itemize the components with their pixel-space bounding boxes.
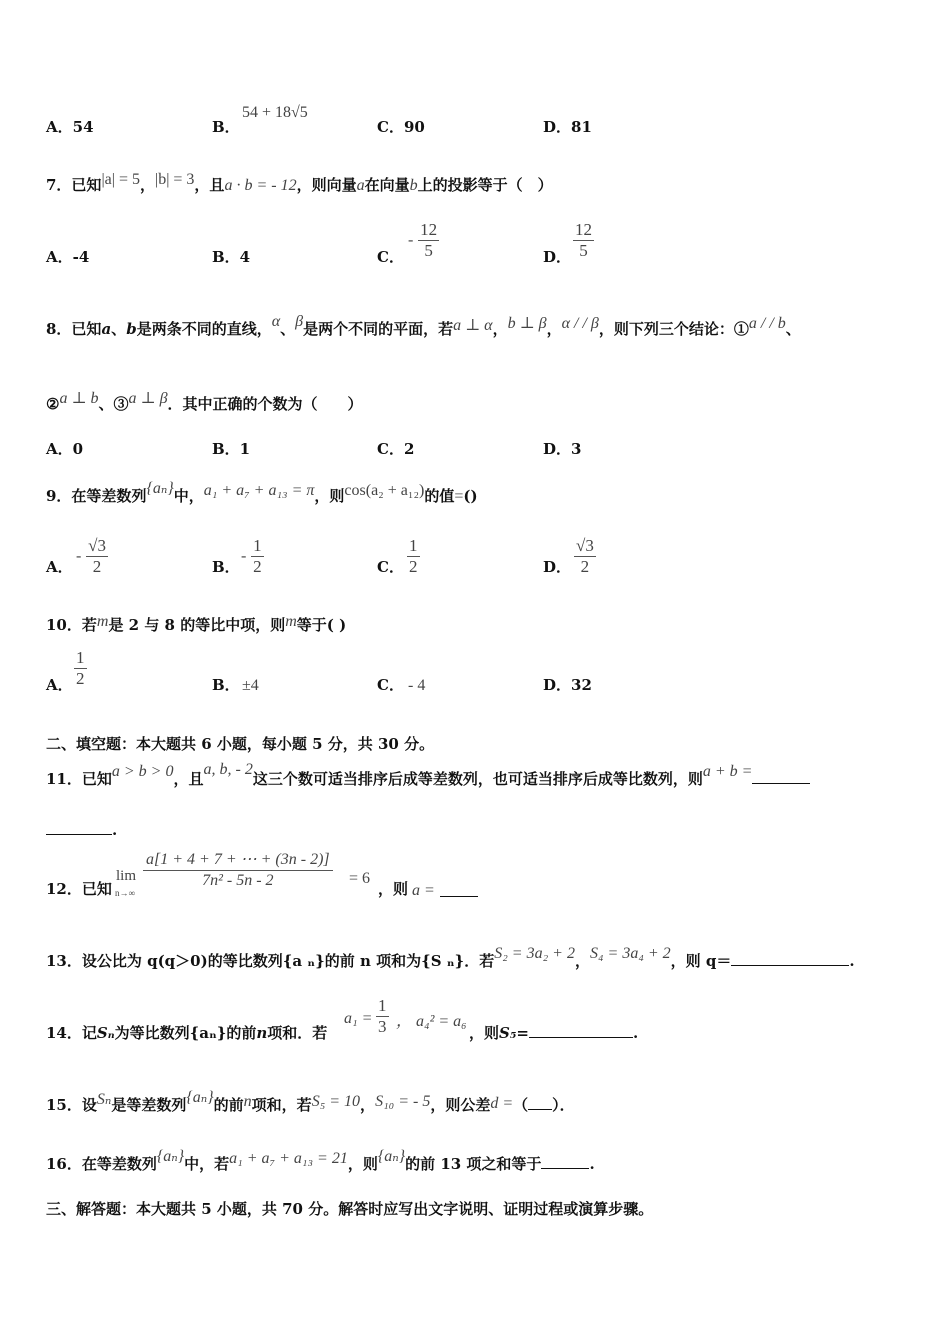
q9-option-c-value	[407, 536, 420, 577]
q8-line1	[46, 313, 801, 339]
q7-expr-dot: a · b = - 12	[224, 177, 297, 194]
q7-d-num: 12	[575, 220, 592, 239]
q11-text-b: ，且	[173, 770, 204, 788]
q15-sn: Sₙ	[96, 1091, 112, 1108]
q9-option-d: D．	[543, 558, 572, 576]
q8-expr1: a ⊥ α	[453, 317, 493, 334]
q7-expr-a: |a| = 5	[101, 171, 140, 188]
section-3-heading: 三、解答题：本大题共 5 小题，共 70 分。解答时应写出文字说明、证明过程或演算步骤。	[46, 1200, 654, 1218]
q10-option-c: C．	[377, 676, 404, 694]
q12-fraction-body	[143, 850, 333, 891]
q13-end: .	[849, 952, 855, 970]
q9-c-num: 1	[409, 536, 418, 555]
q9-a-fraction	[86, 536, 108, 577]
q11-answer-blank[interactable]	[752, 769, 810, 784]
q10-option-b: B．	[212, 676, 240, 694]
q15-n: n	[243, 1093, 252, 1110]
q12-expr-a: a =	[412, 882, 435, 899]
q14-end: .	[633, 1024, 639, 1042]
q12-then: ，则	[378, 880, 409, 898]
section-2-heading: 二、填空题：本大题共 6 小题，每小题 5 分，共 30 分。	[46, 735, 435, 753]
q6-option-c: C．90	[377, 118, 425, 136]
q11-expr1: a > b > 0	[111, 763, 174, 780]
q14-text-c: 项和．若	[267, 1024, 328, 1042]
q8-text-g: 、③	[98, 395, 129, 413]
q9-b-num: 1	[253, 536, 262, 555]
q13-text-a: 13．设公比为 q(q＞0)的等比数列{a ₙ}的前 n 项和为{S ₙ}．若	[46, 952, 495, 970]
q16-expr1: a₁ + a₇ + a₁₃ = 21	[229, 1150, 348, 1167]
q10-a-den: 2	[76, 669, 85, 688]
q8-option-a: A．0	[46, 440, 84, 458]
q15-seq: {aₙ}	[186, 1089, 214, 1106]
q7-c-sign: -	[408, 231, 414, 249]
q9-seq: {aₙ}	[146, 480, 174, 497]
q11-stem	[46, 761, 810, 789]
q10-option-b-value: ±4	[242, 677, 259, 694]
q16-answer-blank[interactable]	[541, 1154, 589, 1169]
q9-option-d-value	[574, 536, 596, 577]
q9-text-c: ，则	[314, 487, 345, 505]
q9-text-d: 的值	[424, 487, 455, 505]
q7-option-d: D．	[543, 248, 572, 266]
q9-cos: cos(a₂ + a₁₂)	[344, 482, 425, 499]
q9-stem	[46, 480, 478, 506]
q14-text-a: 14．记	[46, 1024, 97, 1042]
q10-text-c: 等于( )	[296, 616, 347, 634]
q9-text-b: 中，	[173, 487, 204, 505]
q15-text-c: 的前	[213, 1096, 244, 1114]
q11-expr3: a + b =	[702, 763, 753, 780]
q11-line2	[46, 820, 117, 839]
q6-option-b-label: B．	[212, 118, 240, 136]
q14-fraction	[376, 996, 389, 1037]
q8-var-b: b	[126, 320, 137, 338]
q16-seq2: {aₙ}	[377, 1148, 406, 1165]
q10-a-fraction	[74, 648, 87, 689]
q16-stem	[46, 1148, 595, 1174]
q8-text-h: ．其中正确的个数为（ ）	[167, 395, 363, 413]
q7-d-den: 5	[579, 241, 588, 260]
q13-text-b: ，则 q＝	[670, 952, 732, 970]
q8-expr5: a ⊥ b	[59, 390, 99, 407]
q7-c-num: 12	[420, 220, 438, 239]
q10-option-a: A．	[46, 676, 73, 694]
q12-denominator: 7n² - 5n - 2	[202, 872, 274, 889]
q14-fraction-body	[376, 996, 389, 1037]
q13-comma: ，	[574, 952, 590, 970]
q15-expr2: S₁₀ = - 5	[375, 1093, 431, 1110]
q7-stem	[46, 171, 553, 195]
q8-expr3: α / / β	[561, 315, 599, 332]
q9-b-sign: -	[241, 547, 247, 565]
q10-var-m: m	[96, 613, 109, 630]
q9-cond: a₁ + a₇ + a₁₃ = π	[203, 482, 315, 499]
q8-text-f: ②	[46, 395, 60, 413]
q9-option-b: B．	[212, 558, 240, 576]
q9-d-fraction	[574, 536, 596, 577]
q6-option-a: A．54	[46, 118, 94, 136]
q15-open: （	[513, 1096, 529, 1114]
q8-option-c: C．2	[377, 440, 415, 458]
q14-expr1: a₁ =	[344, 1010, 373, 1027]
q8-sep: 、	[111, 320, 127, 338]
q14-text-b: 为等比数列{aₙ}的前	[114, 1024, 257, 1042]
q7-option-a: A．-4	[46, 248, 90, 266]
q8-line2	[46, 390, 363, 414]
q12-fraction	[143, 850, 333, 891]
q9-option-c: C．	[377, 558, 404, 576]
q7-c1: ，	[139, 176, 155, 194]
q10-a-num: 1	[76, 648, 85, 667]
q9-option-a: A．	[46, 558, 73, 576]
q9-a-sign: -	[76, 547, 82, 565]
q13-expr2: S₄ = 3a₄ + 2	[589, 945, 671, 962]
q14-expr2: ， a₄² = a₆	[396, 1013, 467, 1030]
q15-answer-blank[interactable]	[528, 1095, 552, 1110]
q16-text-b: 中，若	[184, 1155, 230, 1173]
q13-answer-blank[interactable]	[731, 951, 849, 966]
q8-text-d: ，则下列三个结论：①	[598, 320, 749, 338]
q9-text-a: 9．在等差数列	[46, 487, 147, 505]
q16-text-d: 的前 13 项之和等于	[405, 1155, 542, 1173]
q7-option-d-value	[573, 220, 594, 261]
q8-c2: ，	[546, 320, 562, 338]
q16-text-a: 16．在等差数列	[46, 1155, 157, 1173]
q11-text-c: 这三个数可适当排序后成等差数列，也可适当排序后成等比数列，则	[252, 770, 703, 788]
q14-f-den: 3	[378, 1017, 387, 1036]
q10-option-a-value	[74, 648, 87, 689]
q14-answer-blank[interactable]	[529, 1023, 633, 1038]
q8-expr6: a ⊥ β	[128, 390, 168, 407]
q8-text-e: 、	[785, 320, 801, 338]
q9-a-den: 2	[92, 557, 102, 576]
q13-expr1: S₂ = 3a₂ + 2	[494, 945, 575, 962]
q15-text-e: ，则公差	[430, 1096, 491, 1114]
q16-text-c: ，则	[347, 1155, 378, 1173]
q15-text-b: 是等差数列	[111, 1096, 187, 1114]
q10-var-m2: m	[285, 613, 297, 630]
q7-option-c-value	[408, 220, 439, 261]
q12-label: 12．已知	[46, 880, 112, 898]
q8-alpha: α	[271, 313, 281, 330]
q9-c-fraction	[407, 536, 420, 577]
q8-sep2: 、	[280, 320, 296, 338]
q12-eq: = 6	[349, 870, 371, 887]
q10-text-b: 是 2 与 8 的等比中项，则	[108, 616, 286, 634]
q16-end: .	[589, 1155, 595, 1173]
q7-c-den: 5	[424, 241, 433, 260]
q8-option-b: B．1	[212, 440, 251, 458]
q14-stem	[46, 1022, 327, 1043]
q15-stem	[46, 1089, 575, 1115]
q8-var-a: a	[101, 320, 112, 338]
q8-c1: ，	[492, 320, 508, 338]
q6-option-d: D．81	[543, 118, 592, 136]
q7-expr-b: |b| = 3	[154, 171, 195, 188]
q9-option-a-value	[76, 536, 108, 577]
q12-lim-sub: n→∞	[115, 888, 135, 898]
q8-text-a: 8．已知	[46, 320, 102, 338]
q9-c-den: 2	[409, 557, 418, 576]
q8-beta: β	[295, 313, 304, 330]
q6-option-b-expr: 54 + 18√5	[242, 104, 308, 121]
q7-va: a	[356, 177, 365, 194]
q12-lim: lim	[116, 868, 137, 884]
q15-text-d: 项和，若	[251, 1096, 312, 1114]
q9-b-fraction	[251, 536, 264, 577]
q7-c4: 在向量	[364, 176, 410, 194]
q14-text-d	[469, 1022, 638, 1043]
q15-text-a: 15．设	[46, 1096, 97, 1114]
q8-option-d: D．3	[543, 440, 582, 458]
q15-expr1: S₅ = 10	[311, 1093, 361, 1110]
q9-eq: =	[454, 488, 464, 505]
q15-expr3: d =	[490, 1095, 514, 1112]
q7-c5: 上的投影等于（ ）	[417, 176, 553, 194]
q8-expr4: a / / b	[748, 315, 786, 332]
q11-expr2: a, b, - 2	[203, 761, 253, 778]
q9-d-num: √3	[576, 536, 594, 555]
q14-s5: S₅=	[499, 1024, 529, 1042]
q11-answer-blank-2[interactable]	[46, 820, 112, 835]
q12-answer-blank[interactable]	[440, 896, 478, 897]
q15-comma: ，	[360, 1096, 376, 1114]
q9-a-num: √3	[88, 536, 106, 555]
q13-stem	[46, 945, 855, 971]
q9-b-den: 2	[253, 557, 262, 576]
q14-n: n	[256, 1024, 268, 1042]
q8-expr2: b ⊥ β	[507, 315, 547, 332]
q7-option-b: B．4	[212, 248, 251, 266]
q7-option-c: C．	[377, 248, 404, 266]
q15-close: ）．	[552, 1096, 575, 1114]
q16-seq: {aₙ}	[156, 1148, 185, 1165]
q8-text-c: 是两个不同的平面，若	[303, 320, 454, 338]
q11-end: .	[112, 821, 118, 839]
q14-sn: Sₙ	[96, 1024, 115, 1042]
q12-numerator: a[1 + 4 + 7 + ⋯ + (3n - 2)]	[143, 850, 333, 871]
q7-vb: b	[409, 177, 418, 194]
q10-text-a: 10．若	[46, 616, 97, 634]
q10-option-d: D．32	[543, 676, 592, 694]
q7-num: 7．已知	[46, 176, 102, 194]
q7-c2: ，且	[194, 176, 225, 194]
q9-option-b-value	[241, 536, 264, 577]
q9-d-den: 2	[580, 557, 590, 576]
q11-text-a: 11．已知	[46, 770, 112, 788]
q7-c-fraction	[418, 220, 439, 261]
q7-d-fraction	[573, 220, 594, 261]
q7-c3: ，则向量	[296, 176, 357, 194]
q10-stem	[46, 614, 346, 635]
q14-f-num: 1	[378, 996, 387, 1015]
q9-text-e: ()	[463, 487, 478, 505]
q10-option-c-value: - 4	[408, 677, 426, 694]
q8-text-b: 是两条不同的直线，	[136, 320, 272, 338]
q14-then: ，则	[469, 1024, 500, 1042]
